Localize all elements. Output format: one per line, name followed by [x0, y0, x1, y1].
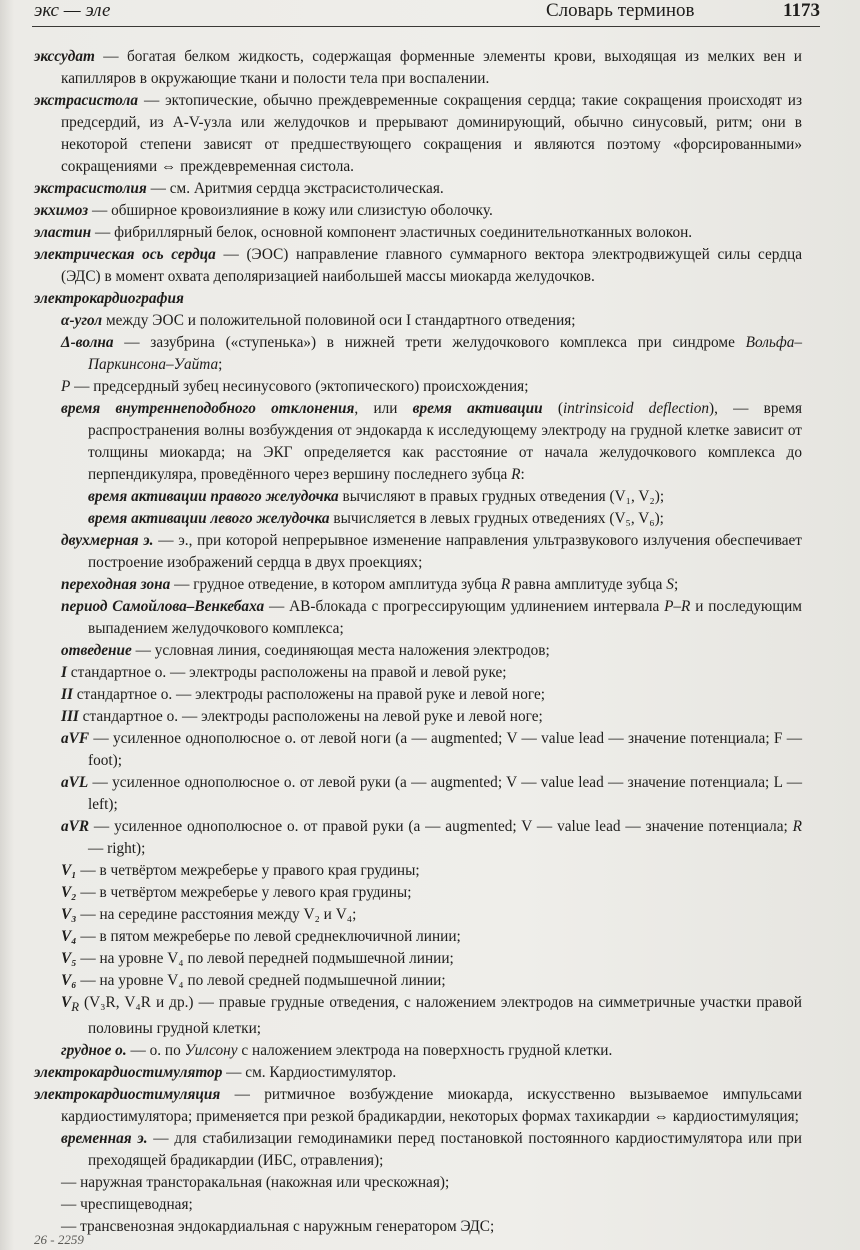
- sub-definition: вычисляется в левых грудных отведениях (V₅, V₆);: [329, 510, 664, 527]
- entry-definition: — обширное кровоизлияние в кожу или слизистую оболочку.: [88, 202, 493, 219]
- sub-transition-zone: [34, 574, 802, 596]
- entry-ecchymosis: [34, 200, 802, 222]
- entry-term: электрокардиостимулятор: [34, 1064, 223, 1082]
- sub-term: время активации левого желудочка: [88, 510, 330, 527]
- sub-definition: стандартное о. — электроды расположены на правой руке и левой ноге;: [72, 686, 546, 703]
- list-item: — наружная трансторакальная (накожная или чрескожная);: [61, 1174, 450, 1192]
- sub-left-ventricle-activation: [34, 508, 802, 530]
- entry-pacemaker: [34, 1062, 802, 1084]
- sub-lead-v3: [34, 904, 802, 926]
- sub-lead: [34, 640, 802, 662]
- wave-letter: R: [792, 818, 802, 835]
- sub-definition: — грудное отведение, в котором амплитуда зубца: [170, 576, 501, 593]
- sub-definition: — в пятом межреберье по левой среднеключичной линии;: [76, 928, 461, 945]
- entry-definition: — ритмичное возбуждение миокарда, искусственно вызываемое импульсами кардиостимулятора; применяется при резкой брадикардии, некоторых формах тахикардии ⇔ кардиостимуляция;: [61, 1086, 802, 1126]
- entry-definition: — (ЭОС) направление главного суммарного вектора электродвижущей силы сердца (ЭДС) в момент охвата деполяризацией наибольшей массы миокарда желудочков.: [61, 246, 803, 285]
- punct: ;: [218, 356, 223, 373]
- sub-definition: — усиленное однополюсное о. от левой руки (a — augmented; V — value lead — значение потенциала; L — left);: [88, 774, 802, 813]
- lead-label: I: [61, 664, 67, 681]
- sub-definition: — в четвёртом межреберье у левого края грудины;: [76, 884, 412, 901]
- lead-label: V₆: [61, 972, 77, 989]
- page-header: [34, 0, 820, 26]
- entry-exudate: [34, 46, 802, 90]
- sub-p-wave: [34, 376, 802, 398]
- sub-definition: с наложением электрода на поверхность грудной клетки.: [237, 1042, 613, 1060]
- entry-extrasystole: [34, 90, 802, 178]
- list-item: — чреспищеводная;: [61, 1196, 193, 1214]
- sub-term: грудное о.: [61, 1042, 127, 1060]
- sub-term: период Самойлова–Венкебаха: [61, 598, 265, 615]
- sub-definition: — для стабилизации гемодинамики перед постановкой постоянного кардиостимулятора или при преходящей брадикардии (ИБС, отравления);: [88, 1130, 802, 1170]
- entry-electrocardiography: [34, 288, 802, 310]
- lead-label: V₂: [61, 884, 77, 901]
- entry-term: электрокардиостимуляция: [34, 1086, 221, 1104]
- lead-label: V₁: [61, 862, 77, 879]
- sub-lead-ii: [34, 684, 802, 706]
- lead-subscript: R: [71, 1000, 79, 1015]
- entry-definition: — богатая белком жидкость, содержащая форменные элементы крови, выходящая из мелких вен и капилляров в окружающие ткани и полости тела при воспалении.: [61, 48, 802, 87]
- sub-pacing-item: [34, 1172, 802, 1194]
- sub-term: Δ-волна: [61, 334, 114, 351]
- sub-definition: — предсердный зубец несинусового (эктопического) происхождения;: [70, 378, 529, 395]
- sub-lead-v4: [34, 926, 802, 948]
- entry-term: эластин: [34, 224, 92, 241]
- sub-pacing-item: [34, 1216, 802, 1238]
- sub-lead-v6: [34, 970, 802, 992]
- lead-label: aVL: [61, 774, 89, 791]
- lead-label: aVF: [61, 730, 90, 747]
- sub-term-alt: время активации: [412, 400, 543, 417]
- entry-term: электрическая ось сердца: [34, 246, 216, 263]
- wave-letter: S: [666, 576, 674, 593]
- header-rule: [32, 26, 820, 27]
- sub-definition: (V₃R, V₄R и др.) — правые грудные отведения, с наложением электродов на симметричные участки правой половины грудной клетки;: [79, 994, 802, 1038]
- entry-term: электрокардиография: [34, 290, 184, 307]
- lead-label: V₅: [61, 950, 77, 967]
- printer-signature: 26 - 2259: [34, 1232, 84, 1247]
- wave-letter: R: [511, 466, 521, 483]
- sub-definition: — э., при которой непрерывное изменение направления ультразвукового излучения обеспечивает построение изображений сердца в двух проекциях;: [88, 532, 802, 571]
- sub-lead-iii: [34, 706, 802, 728]
- sub-term: время активации правого желудочка: [88, 488, 339, 505]
- sub-delta-wave: [34, 332, 802, 376]
- sub-term: временная э.: [61, 1130, 148, 1148]
- wave-letter: R: [500, 576, 511, 593]
- lead-label: aVR: [61, 818, 90, 835]
- sub-two-dimensional: [34, 530, 802, 574]
- sub-activation-time: [34, 398, 802, 486]
- page-number: 1173: [783, 0, 820, 21]
- lead-label: V₃: [61, 906, 77, 923]
- section-title: Словарь терминов: [546, 0, 695, 21]
- sub-chest-lead: [34, 1040, 802, 1062]
- sub-definition: вычисляют в правых грудных отведения (V₁, V₂);: [338, 488, 665, 505]
- entry-definition: — фибриллярный белок, основной компонент эластичных соединительнотканных волокон.: [91, 224, 693, 241]
- sub-term: время внутреннеподобного отклонения: [61, 400, 355, 417]
- sub-definition: — АВ-блокада с прогрессирующим удлинением интервала: [264, 598, 665, 615]
- connector: , или: [354, 400, 413, 417]
- sub-definition: — усиленное однополюсное о. от правой руки (a — augmented; V — value lead — значение потенциала;: [89, 818, 793, 835]
- sub-lead-avf: [34, 728, 802, 772]
- sub-lead-avr: [34, 816, 802, 860]
- sub-temporary-pacing: [34, 1128, 802, 1172]
- english-term: intrinsicoid deflection: [562, 400, 709, 417]
- sub-term: P: [61, 378, 71, 395]
- sub-term: отведение: [61, 642, 132, 659]
- sub-samoilov-wenckebach: [34, 596, 802, 640]
- entry-electrical-axis: [34, 244, 802, 288]
- entry-definition: — эктопические, обычно преждевременные сокращения сердца; такие сокращения происходят из предсердий, из A-V-узла или желудочков и прерывают доминирующий, обычно синусовый, ритм; они в некоторой степени зависят от предшествующего сокращения и являются поэтому «форсированными» сокращениями ⇔ преждевременная систола.: [61, 92, 802, 175]
- sub-right-ventricle-activation: [34, 486, 802, 508]
- sub-definition: стандартное о. — электроды расположены на левой руке и левой ноге;: [78, 708, 543, 725]
- sub-definition: ), — время распространения волны возбуждения от эндокарда к исследующему электроду на грудной клетке зависит от толщины миокарда; на ЭКГ определяется как расстояние от начала желудочкового комплекса до перпендикуляра, проведённого через вершину последнего зубца: [88, 400, 802, 483]
- entry-elastin: [34, 222, 802, 244]
- sub-term: двухмерная э.: [61, 532, 154, 549]
- entry-term: экстрасистолия: [34, 180, 147, 197]
- entry-term: экхимоз: [34, 202, 89, 219]
- punct: :: [520, 466, 525, 483]
- lead-label: III: [61, 708, 79, 725]
- lead-label: V₄: [61, 928, 77, 945]
- entry-term: экссудат: [34, 48, 95, 65]
- punct: (: [542, 400, 563, 417]
- sub-definition: — на середине расстояния между V₂ и V₄;: [76, 906, 357, 923]
- sub-lead-v2: [34, 882, 802, 904]
- sub-definition: — о. по: [126, 1042, 185, 1060]
- sub-lead-v1: [34, 860, 802, 882]
- sub-alpha-angle: [34, 310, 802, 332]
- sub-pacing-item: [34, 1194, 802, 1216]
- entry-definition: — см. Аритмия сердца экстрасистолическая.: [146, 180, 444, 197]
- sub-definition: — на уровне V₄ по левой средней подмышечной линии;: [76, 972, 446, 989]
- sub-definition: — усиленное однополюсное о. от левой ноги (a — augmented; V — value lead — значение потенциала; F — foot);: [88, 730, 802, 769]
- sub-definition: стандартное о. — электроды расположены на правой и левой руке;: [66, 664, 507, 681]
- guide-words: экс — эле: [34, 0, 111, 21]
- entry-pacing: [34, 1084, 802, 1128]
- interval-name: P–R: [664, 598, 691, 615]
- page-body: [34, 46, 802, 1238]
- entry-term: экстрасистола: [34, 92, 139, 109]
- sub-term: α-угол: [61, 312, 103, 329]
- entry-extrasystolia: [34, 178, 802, 200]
- syndrome-name: Вольфа–Паркинсона–Уайта: [88, 334, 802, 373]
- sub-definition: — в четвёртом межреберье у правого края грудины;: [76, 862, 420, 879]
- lead-label: II: [61, 686, 73, 703]
- sub-definition: между ЭОС и положительной половиной оси I стандартного отведения;: [102, 312, 576, 329]
- sub-definition: — условная линия, соединяющая места наложения электродов;: [131, 642, 550, 659]
- entry-definition: — см. Кардиостимулятор.: [222, 1064, 397, 1082]
- list-item: — трансвенозная эндокардиальная с наружным генератором ЭДС;: [61, 1218, 495, 1236]
- punct: ;: [673, 576, 679, 593]
- sub-lead-v5: [34, 948, 802, 970]
- sub-definition: и последующим выпадением желудочкового комплекса;: [88, 598, 802, 637]
- sub-term: переходная зона: [61, 576, 171, 593]
- sub-lead-avl: [34, 772, 802, 816]
- sub-lead-vr: [34, 992, 802, 1040]
- sub-lead-i: [34, 662, 802, 684]
- sub-definition: — right);: [88, 840, 146, 857]
- person-name: Уилсону: [184, 1042, 238, 1060]
- sub-definition: — зазубрина («ступенька») в нижней трети желудочкового комплекса при синдроме: [113, 334, 746, 351]
- lead-label: V: [61, 994, 72, 1011]
- sub-definition: равна амплитуде зубца: [510, 576, 667, 593]
- sub-definition: — на уровне V₄ по левой передней подмышечной линии;: [76, 950, 454, 967]
